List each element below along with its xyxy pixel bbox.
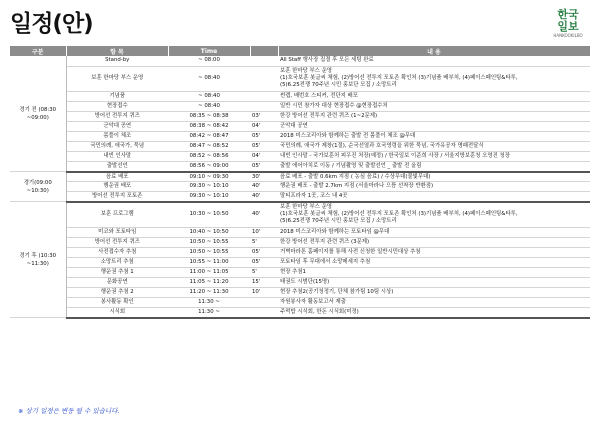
content-line: 한강 방어선 전투지 관련 퀴즈 (1~2문제)	[280, 113, 378, 120]
time-cell: 08:38 ~ 08:42	[168, 122, 250, 132]
content-cell	[278, 56, 590, 66]
col-header-category: 구분	[10, 46, 66, 56]
group-label: 경기 후 (10:30 ~11:30)	[10, 202, 66, 318]
content-line: 국민의례, 애국가 제창(1절), 순국선열과 호국영령을 위한 묵념, 국가유공자 명패전달식	[280, 143, 484, 150]
content-line: 군악대 공연	[280, 123, 308, 130]
content-cell	[278, 288, 590, 298]
logo-sub: HANKOOKILBO	[553, 33, 583, 38]
duration-cell: 10'	[250, 228, 278, 238]
content-cell	[278, 122, 590, 132]
content-cell	[278, 258, 590, 268]
item-cell: 행운권 추첨 2	[66, 288, 168, 298]
content-line: 주먹밥 시식회, 한돈 시식회(미정)	[280, 308, 359, 315]
content-line: (5)6.25전쟁 70주년 시민 홍보단 모집 / 소망트리	[280, 82, 397, 89]
col-header-time: Time	[168, 46, 250, 56]
content-line: (1)호국보훈 봇글씨 체험, (2)방어선 전투지 포토존 확인처 (3)기념품 배부처, (4)페이스페인팅&타투,	[280, 75, 518, 82]
duration-cell: 05'	[250, 142, 278, 152]
time-cell: ~ 08:40	[168, 102, 250, 112]
content-cell	[278, 172, 590, 182]
time-cell: 11:00 ~ 11:05	[168, 268, 250, 278]
table-row	[10, 268, 590, 278]
table-row	[10, 66, 590, 92]
content-line: 음료 배포 - 출발 0.6km 지점 ( 농심 음료) / 수상무대(물빛무대)	[280, 173, 431, 180]
table-row	[10, 308, 590, 318]
group-label: 경기(09:00 ~10:30)	[10, 172, 66, 202]
item-cell: 음료 배포	[66, 172, 168, 182]
duration-cell: 05'	[250, 132, 278, 142]
duration-cell	[250, 56, 278, 66]
duration-cell: 30'	[250, 172, 278, 182]
content-cell	[278, 268, 590, 278]
item-cell: 군악대 공연	[66, 122, 168, 132]
table-row	[10, 92, 590, 102]
content-line: 태권도 시범단(15명)	[280, 279, 330, 286]
duration-cell	[250, 102, 278, 112]
table-row	[10, 56, 590, 66]
content-line: 한강 방어선 전투지 관련 퀴즈 (3문제)	[280, 239, 370, 246]
content-line: (5)6.25전쟁 70주년 시민 홍보단 모집 / 소망트리	[280, 218, 397, 225]
time-cell: 10:50 ~ 10:55	[168, 248, 250, 258]
time-cell: 11:05 ~ 11:20	[168, 278, 250, 288]
table-row	[10, 258, 590, 268]
content-cell	[278, 192, 590, 202]
table-row	[10, 122, 590, 132]
duration-cell: 04'	[250, 152, 278, 162]
table-row	[10, 172, 590, 182]
item-cell: Stand-by	[66, 56, 168, 66]
content-cell	[278, 152, 590, 162]
duration-cell: 40'	[250, 182, 278, 192]
content-cell	[278, 228, 590, 238]
duration-cell: 05'	[250, 162, 278, 172]
table-row	[10, 152, 590, 162]
time-cell: 11:30 ~	[168, 298, 250, 308]
item-cell: 미코와 포토타임	[66, 228, 168, 238]
content-line: 자원봉사자 활동보고서 제출	[280, 299, 346, 306]
content-cell	[278, 102, 590, 112]
duration-cell: 5'	[250, 268, 278, 278]
item-cell: 시식회	[66, 308, 168, 318]
duration-cell: 40'	[250, 202, 278, 228]
time-cell: 08:56 ~ 09:00	[168, 162, 250, 172]
table-row	[10, 288, 590, 298]
item-cell: 방어선 전투지 퀴즈	[66, 238, 168, 248]
item-cell: 문화공연	[66, 278, 168, 288]
table-row	[10, 162, 590, 172]
content-cell	[278, 112, 590, 122]
content-line: 일반 시민 참가자 대상 현장접수 @현장접수처	[280, 103, 388, 110]
group-label: 경기 전 (08:30 ~09:00)	[10, 56, 66, 172]
content-cell	[278, 182, 590, 192]
duration-cell: 03'	[250, 112, 278, 122]
logo-line1: 한국	[557, 8, 579, 21]
duration-cell: 10'	[250, 288, 278, 298]
time-cell: 08:42 ~ 08:47	[168, 132, 250, 142]
item-cell: 방어선 전투지 퀴즈	[66, 112, 168, 122]
table-row	[10, 142, 590, 152]
content-line: 거벽마라톤 홈페이지를 통해 사전 신청한 일반시민대상 추첨	[280, 249, 421, 256]
item-cell: 보훈 프로그램	[66, 202, 168, 228]
table-row	[10, 112, 590, 122]
duration-cell	[250, 308, 278, 318]
time-cell: 11:20 ~ 11:30	[168, 288, 250, 298]
item-cell: 출발선언	[66, 162, 168, 172]
time-cell: 11:30 ~	[168, 308, 250, 318]
content-cell	[278, 238, 590, 248]
item-cell: 내빈 인사말	[66, 152, 168, 162]
duration-cell	[250, 298, 278, 308]
item-cell: 봉사활동 확인	[66, 298, 168, 308]
schedule-table	[10, 46, 591, 319]
item-cell: 사전접수자 추첨	[66, 248, 168, 258]
col-header-item: 항 목	[66, 46, 168, 56]
col-header-duration	[250, 46, 278, 56]
logo-line2: 일보	[557, 20, 579, 33]
time-cell: 08:47 ~ 08:52	[168, 142, 250, 152]
time-cell: ~ 08:40	[168, 92, 250, 102]
content-cell	[278, 308, 590, 318]
item-cell: 소망트리 추첨	[66, 258, 168, 268]
page-header	[10, 8, 590, 40]
duration-cell: 40'	[250, 192, 278, 202]
content-cell	[278, 298, 590, 308]
footnote: ※ 상기 일정은 변동 될 수 있습니다.	[18, 407, 120, 415]
content-cell	[278, 66, 590, 92]
duration-cell: 5'	[250, 238, 278, 248]
table-row	[10, 238, 590, 248]
item-cell: 행운권 배포	[66, 182, 168, 192]
duration-cell	[250, 92, 278, 102]
content-cell	[278, 202, 590, 228]
item-cell: 몸풀이 체조	[66, 132, 168, 142]
content-line: 포토타임 후 무대에서 소망메세지 추첨	[280, 259, 371, 266]
content-line: 내빈 인사말 - 국가보훈처 피우진 처장(예정) / 한국일보 이준희 사장 / 서울지방보훈청 오영진 청장	[280, 153, 510, 160]
item-cell: 방어선 전투지 포토존	[66, 192, 168, 202]
table-row	[10, 298, 590, 308]
content-line: (1)호국보훈 봇글씨 체험, (2)방어선 전투지 포토존 확인처 (3)기념품 배부처, (4)페이스페인팅&타투,	[280, 211, 518, 218]
content-line: 행운권 배포 - 출발 2.7km 지점 (서울마라나 으뜸 선착장 반환점)	[280, 183, 434, 190]
duration-cell: 05'	[250, 248, 278, 258]
duration-cell	[250, 66, 278, 92]
duration-cell: 05'	[250, 258, 278, 268]
content-line: 출발 에어아치로 이동 / 기념촬영 및 출발선언 _ 출발 전 올림	[280, 163, 422, 170]
table-row	[10, 228, 590, 238]
item-cell: 행운권 추첨 1	[66, 268, 168, 278]
time-cell: 10:55 ~ 11:00	[168, 258, 250, 268]
content-cell	[278, 278, 590, 288]
table-row	[10, 202, 590, 228]
item-cell: 보훈 한마당 부스 운영	[66, 66, 168, 92]
content-line: 현장 추첨1	[280, 269, 306, 276]
col-header-content: 내 용	[278, 46, 590, 56]
table-row	[10, 132, 590, 142]
time-cell: 10:50 ~ 10:55	[168, 238, 250, 248]
table-header-row	[10, 46, 590, 56]
content-line: 현장 추첨2(공기청정기, 단체 참가팀 10팀 시상)	[280, 289, 394, 296]
time-cell: 08:35 ~ 08:38	[168, 112, 250, 122]
table-row	[10, 182, 590, 192]
time-cell: 09:10 ~ 09:30	[168, 172, 250, 182]
duration-cell: 04'	[250, 122, 278, 132]
time-cell: ~ 08:40	[168, 66, 250, 92]
content-cell	[278, 92, 590, 102]
content-cell	[278, 132, 590, 142]
content-line: 말티프라자 1곳, 코스 내 4곳	[280, 193, 348, 200]
content-cell	[278, 248, 590, 258]
schedule-body	[10, 56, 590, 318]
item-cell: 국민의례, 애국가, 묵념	[66, 142, 168, 152]
table-row	[10, 192, 590, 202]
item-cell: 현장접수	[66, 102, 168, 112]
time-cell: 10:30 ~ 10:50	[168, 202, 250, 228]
table-row	[10, 102, 590, 112]
duration-cell: 15'	[250, 278, 278, 288]
content-line: 보훈 한마당 부스 운영	[280, 204, 333, 211]
time-cell: ~ 08:00	[168, 56, 250, 66]
table-row	[10, 248, 590, 258]
content-cell	[278, 162, 590, 172]
time-cell: 08:52 ~ 08:56	[168, 152, 250, 162]
content-line: 2018 미스코리아와 함께하는 포토타임 @무대	[280, 229, 390, 236]
item-cell: 기념품	[66, 92, 168, 102]
content-line: All Staff 행사장 집결 후 모든 세팅 완료	[280, 57, 374, 64]
table-row	[10, 278, 590, 288]
content-line: 썬캡, 배번호 스티커, 전단지 배포	[280, 93, 358, 100]
content-cell	[278, 142, 590, 152]
content-line: 2018 미스코리아와 함께하는 출발 전 몸풀이 체조 @무대	[280, 133, 416, 140]
hankook-ilbo-logo	[550, 9, 586, 38]
page-title: 일정(안)	[10, 11, 93, 37]
content-line: 보훈 한마당 부스 운영	[280, 68, 333, 75]
time-cell: 10:40 ~ 10:50	[168, 228, 250, 238]
time-cell: 09:30 ~ 10:10	[168, 192, 250, 202]
time-cell: 09:30 ~ 10:10	[168, 182, 250, 192]
